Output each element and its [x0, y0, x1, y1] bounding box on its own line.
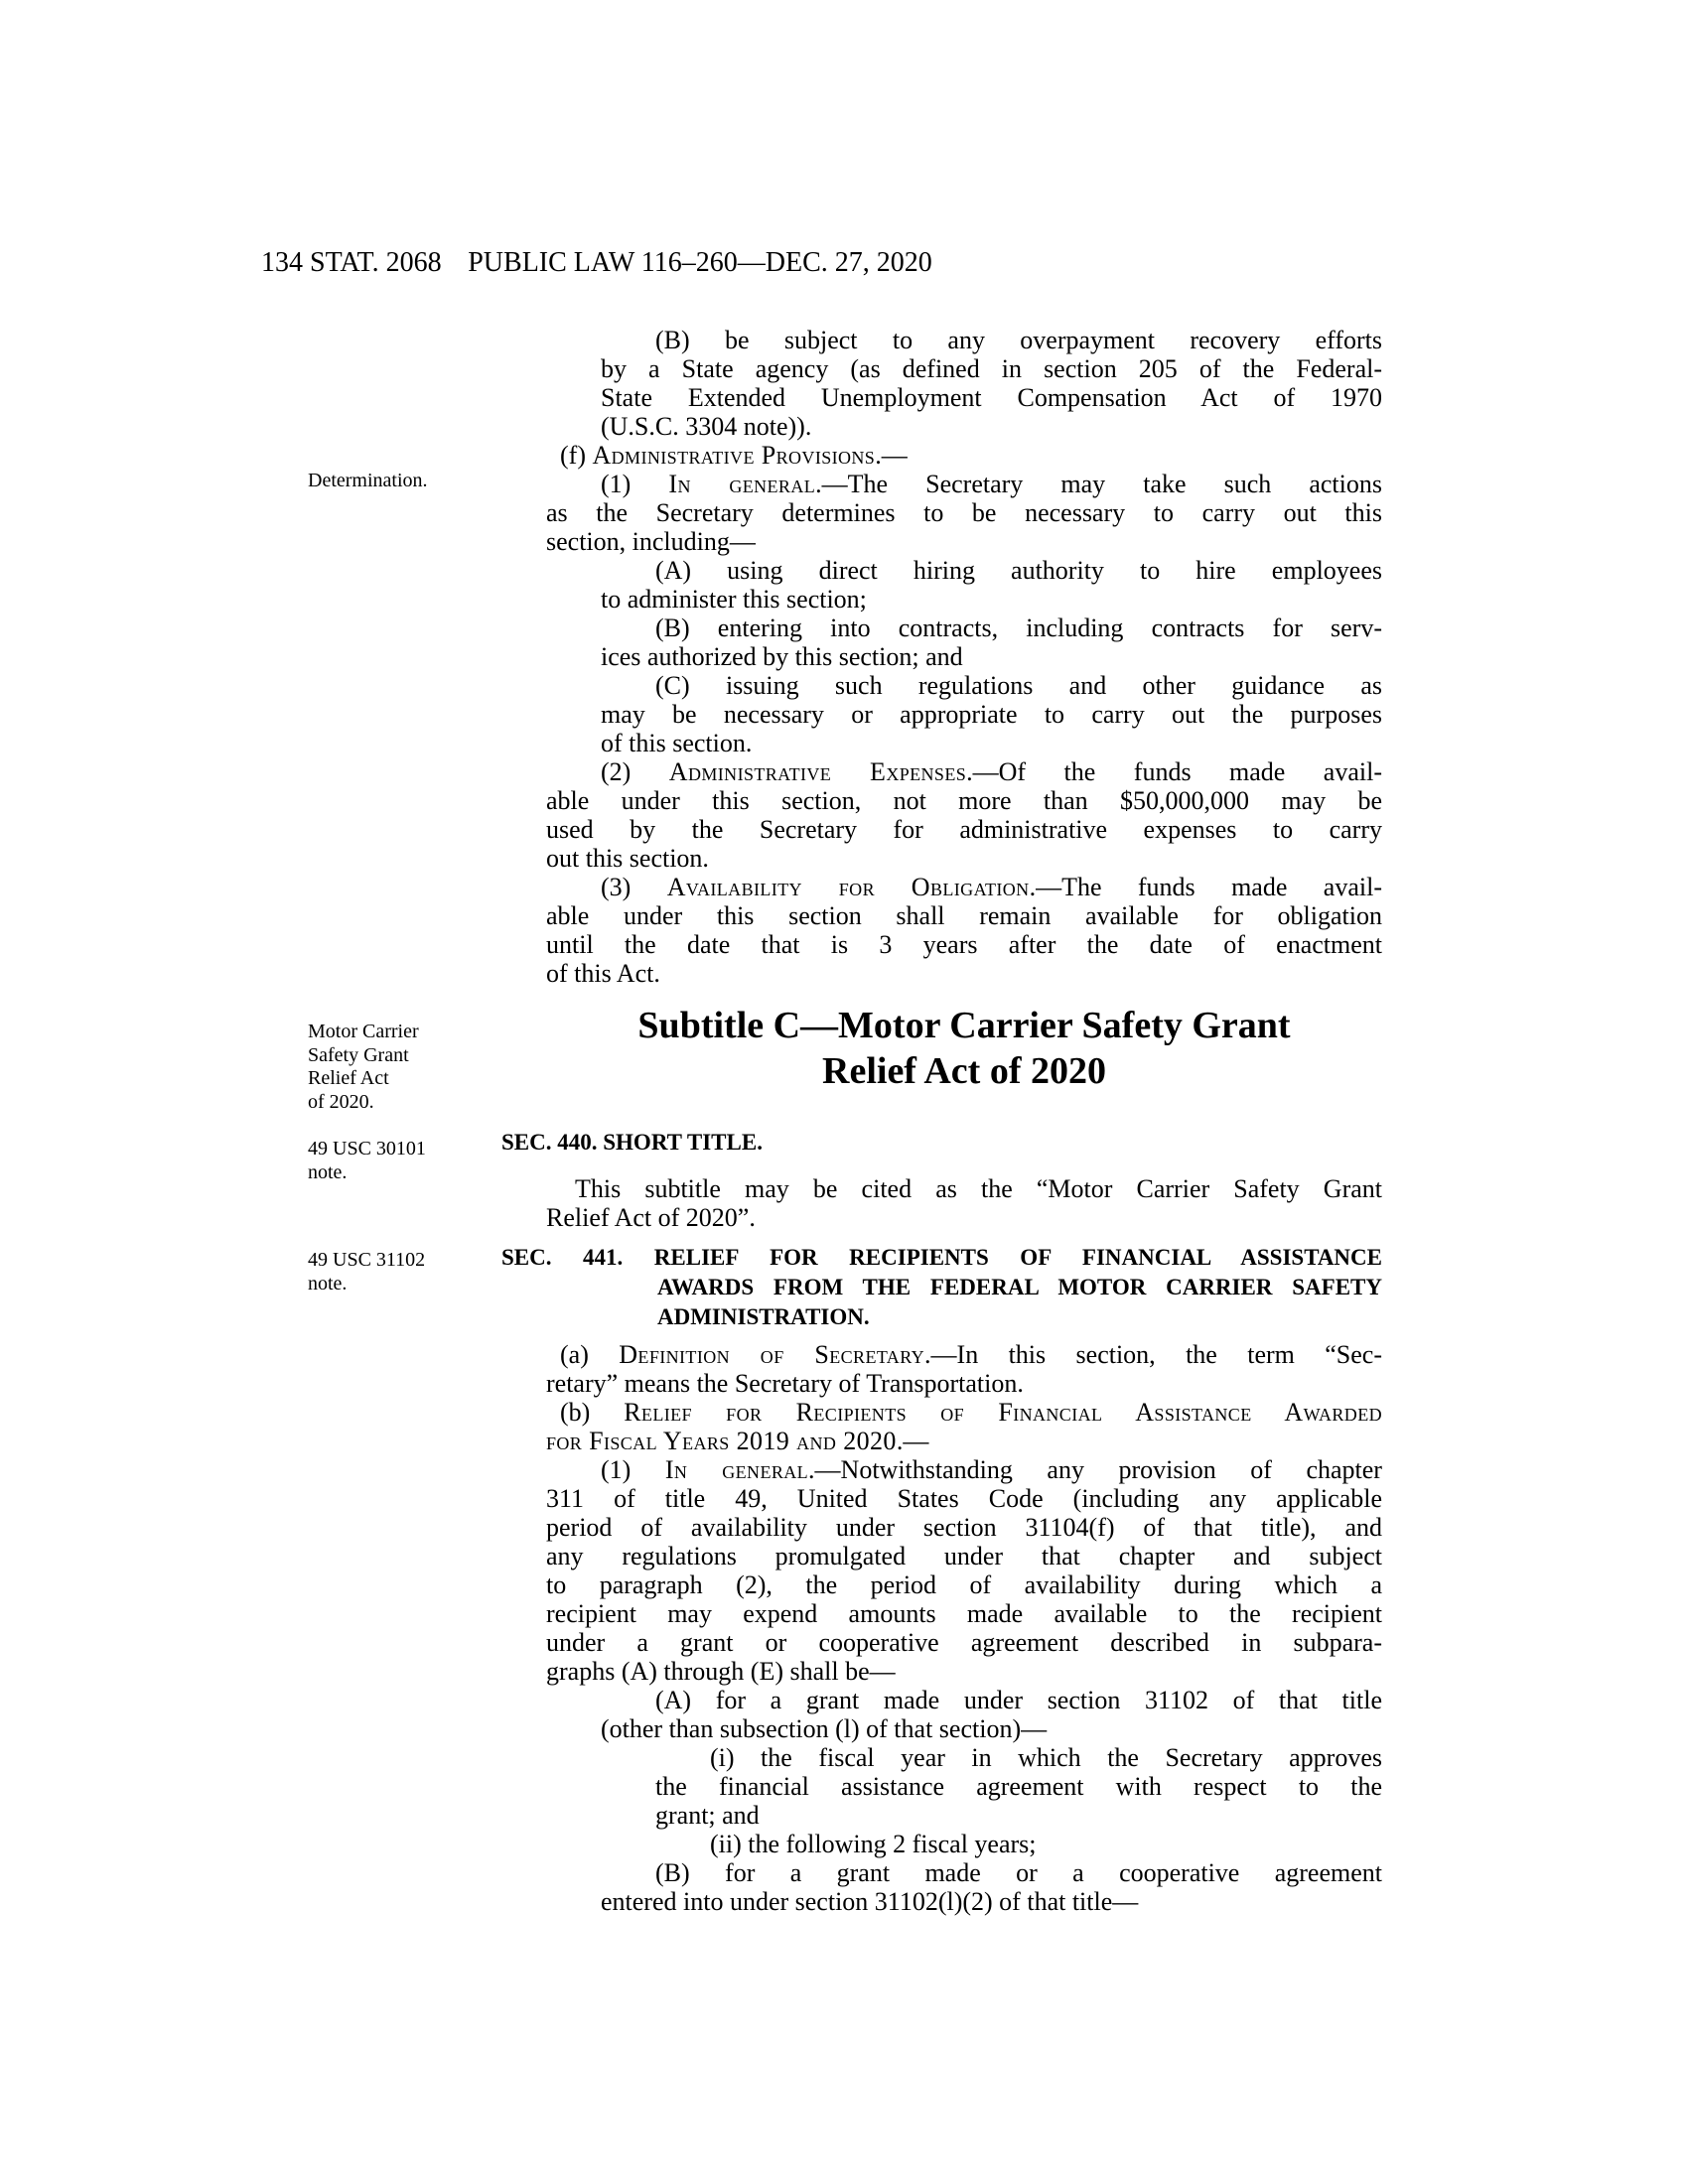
- small-caps-text: Administrative Provisions: [592, 441, 876, 470]
- text-run: This subtitle may be cited as the “Motor Carrier Safety Grant: [575, 1174, 1382, 1203]
- text-run: period of availability under section 31104(f) of that title), and: [546, 1513, 1382, 1542]
- text-line: [601, 642, 1382, 671]
- small-caps-text: Availability for Obligation: [666, 873, 1030, 901]
- text-run: ices authorized by this section; and: [601, 642, 963, 671]
- text-run: (a): [560, 1340, 620, 1369]
- text-run: ADMINISTRATION.: [657, 1304, 870, 1329]
- text-line: [601, 729, 1382, 757]
- text-line: [601, 1455, 1382, 1484]
- text-run: as the Secretary determines to be necessary to carry out this: [546, 498, 1382, 527]
- text-line: [655, 1858, 1382, 1887]
- margin-note-line: Safety Grant: [308, 1043, 409, 1066]
- text-line: [601, 700, 1382, 729]
- text-run: .—In this section, the term “Sec-: [924, 1340, 1382, 1369]
- margin-note-line: Motor Carrier: [308, 1021, 419, 1042]
- text-line: [560, 441, 1382, 470]
- text-run: out this section.: [546, 844, 709, 873]
- text-line: [546, 930, 1382, 959]
- text-run: (b): [560, 1398, 625, 1427]
- margin-note-line: 49 USC 31102: [308, 1249, 426, 1271]
- section-440-heading: [501, 1128, 1382, 1158]
- text-line: [546, 901, 1382, 930]
- text-run: (C) issuing such regulations and other guidance as: [655, 671, 1382, 700]
- text-run: by a State agency (as defined in section 205 of the Federal-: [601, 354, 1382, 383]
- text-run: to administer this section;: [601, 585, 867, 614]
- text-run: (1): [601, 470, 669, 498]
- text-line: [546, 1657, 1382, 1686]
- text-run: .—Of the funds made avail-: [966, 757, 1382, 786]
- text-run: Subtitle C—Motor Carrier Safety Grant: [637, 1005, 1291, 1046]
- text-run: State Extended Unemployment Compensation Act of 1970: [601, 383, 1382, 412]
- section-441-body: [546, 1340, 1382, 1916]
- text-line: [655, 1772, 1382, 1801]
- text-run: of this Act.: [546, 959, 660, 988]
- margin-note-line: Relief Act: [308, 1067, 389, 1089]
- text-line: [546, 1427, 1382, 1455]
- text-line: [546, 527, 1382, 556]
- text-line: [601, 1887, 1382, 1916]
- text-line: [655, 326, 1382, 354]
- small-caps-text: for Fiscal Years 2019 and 2020: [546, 1427, 897, 1455]
- text-line: [601, 585, 1382, 614]
- text-run: .—Notwithstanding any provision of chapter: [808, 1455, 1382, 1484]
- margin-note: [308, 1021, 467, 1114]
- text-line: [601, 873, 1382, 901]
- text-run: (2): [601, 757, 669, 786]
- text-run: able under this section shall remain available for obligation: [546, 901, 1382, 930]
- text-line: [601, 412, 1382, 441]
- text-line: [657, 1273, 1382, 1302]
- text-run: any regulations promulgated under that chapter and subject: [546, 1542, 1382, 1570]
- text-line: [546, 1570, 1382, 1599]
- text-line: [601, 757, 1382, 786]
- text-line: [546, 1513, 1382, 1542]
- text-line: [546, 1628, 1382, 1657]
- text-run: grant; and: [655, 1801, 760, 1830]
- text-line: [655, 1801, 1382, 1830]
- text-run: able under this section, not more than $50,000,000 may be: [546, 786, 1382, 815]
- text-run: (A) for a grant made under section 31102 of that title: [655, 1686, 1382, 1714]
- text-run: (1): [601, 1455, 665, 1484]
- text-run: .—: [896, 1427, 929, 1455]
- section-441-heading: [501, 1243, 1382, 1332]
- text-run: AWARDS FROM THE FEDERAL MOTOR CARRIER SAFETY: [657, 1275, 1382, 1299]
- text-run: (B) be subject to any overpayment recovery efforts: [655, 326, 1382, 354]
- small-caps-text: Administrative Expenses: [668, 757, 967, 786]
- text-run: .—The Secretary may take such actions: [815, 470, 1382, 498]
- text-line: [601, 354, 1382, 383]
- small-caps-text: In general: [668, 470, 816, 498]
- text-run: used by the Secretary for administrative expenses to carry: [546, 815, 1382, 844]
- margin-note: [308, 1138, 467, 1184]
- text-line: [601, 383, 1382, 412]
- text-line: [546, 1369, 1382, 1398]
- text-line: [710, 1743, 1382, 1772]
- text-line: [546, 1484, 1382, 1513]
- text-run: SEC. 440. SHORT TITLE.: [501, 1130, 763, 1155]
- text-line: [546, 786, 1382, 815]
- text-line: [546, 1599, 1382, 1628]
- text-run: (U.S.C. 3304 note)).: [601, 412, 812, 441]
- text-line: [575, 1174, 1382, 1203]
- text-run: under a grant or cooperative agreement described in subpara-: [546, 1628, 1382, 1657]
- text-run: (ii) the following 2 fiscal years;: [710, 1830, 1037, 1858]
- body-block-administrative-provisions: [546, 326, 1382, 988]
- text-run: SEC. 441. RELIEF FOR RECIPIENTS OF FINANCIAL ASSISTANCE: [501, 1245, 1382, 1270]
- text-run: 311 of title 49, United States Code (including any applicable: [546, 1484, 1382, 1513]
- text-line: [655, 614, 1382, 642]
- text-line: [546, 1048, 1382, 1094]
- text-line: [655, 556, 1382, 585]
- text-run: (other than subsection (l) of that section)—: [601, 1714, 1048, 1743]
- text-line: [501, 1243, 1382, 1273]
- margin-note-line: Determination.: [308, 470, 428, 491]
- text-line: [655, 671, 1382, 700]
- text-line: [546, 959, 1382, 988]
- running-head-law-title: PUBLIC LAW 116–260—DEC. 27, 2020: [468, 247, 932, 278]
- text-run: .—: [875, 441, 908, 470]
- text-run: the financial assistance agreement with respect to the: [655, 1772, 1382, 1801]
- margin-note: [308, 470, 467, 493]
- text-line: [546, 815, 1382, 844]
- text-run: (3): [601, 873, 667, 901]
- margin-note-line: 49 USC 30101: [308, 1138, 426, 1160]
- text-line: [546, 844, 1382, 873]
- text-line: [501, 1128, 1382, 1158]
- text-run: entered into under section 31102(l)(2) of that title—: [601, 1887, 1139, 1916]
- text-line: [546, 1203, 1382, 1232]
- text-run: (i) the fiscal year in which the Secretary approves: [710, 1743, 1382, 1772]
- text-line: [546, 1003, 1382, 1048]
- subtitle-heading: [546, 1003, 1382, 1094]
- margin-note-line: note.: [308, 1160, 348, 1183]
- text-line: [546, 498, 1382, 527]
- text-line: [657, 1302, 1382, 1332]
- text-line: [710, 1830, 1382, 1858]
- text-run: recipient may expend amounts made available to the recipient: [546, 1599, 1382, 1628]
- small-caps-text: Relief for Recipients of Financial Assistance Awarded: [624, 1398, 1382, 1427]
- margin-note-line: note.: [308, 1272, 348, 1295]
- text-line: [601, 470, 1382, 498]
- text-run: Relief Act of 2020”.: [546, 1203, 756, 1232]
- text-run: (B) for a grant made or a cooperative agreement: [655, 1858, 1382, 1887]
- text-line: [560, 1340, 1382, 1369]
- margin-note-line: of 2020.: [308, 1090, 374, 1113]
- small-caps-text: Definition of Secretary: [619, 1340, 925, 1369]
- text-run: until the date that is 3 years after the date of enactment: [546, 930, 1382, 959]
- text-run: graphs (A) through (E) shall be—: [546, 1657, 896, 1686]
- text-run: .—The funds made avail-: [1029, 873, 1382, 901]
- stat-page-number: 134 STAT. 2068: [261, 247, 442, 278]
- text-run: (B) entering into contracts, including contracts for serv-: [655, 614, 1382, 642]
- text-run: (A) using direct hiring authority to hire employees: [655, 556, 1382, 585]
- text-run: retary” means the Secretary of Transportation.: [546, 1369, 1024, 1398]
- text-run: Relief Act of 2020: [822, 1050, 1106, 1092]
- small-caps-text: In general: [664, 1455, 809, 1484]
- text-line: [546, 1542, 1382, 1570]
- text-run: section, including—: [546, 527, 756, 556]
- text-run: to paragraph (2), the period of availability during which a: [546, 1570, 1382, 1599]
- margin-note: [308, 1249, 467, 1296]
- text-run: (f): [560, 441, 593, 470]
- text-run: of this section.: [601, 729, 753, 757]
- text-line: [655, 1686, 1382, 1714]
- section-440-body: [546, 1174, 1382, 1232]
- text-line: [601, 1714, 1382, 1743]
- text-line: [560, 1398, 1382, 1427]
- text-run: may be necessary or appropriate to carry out the purposes: [601, 700, 1382, 729]
